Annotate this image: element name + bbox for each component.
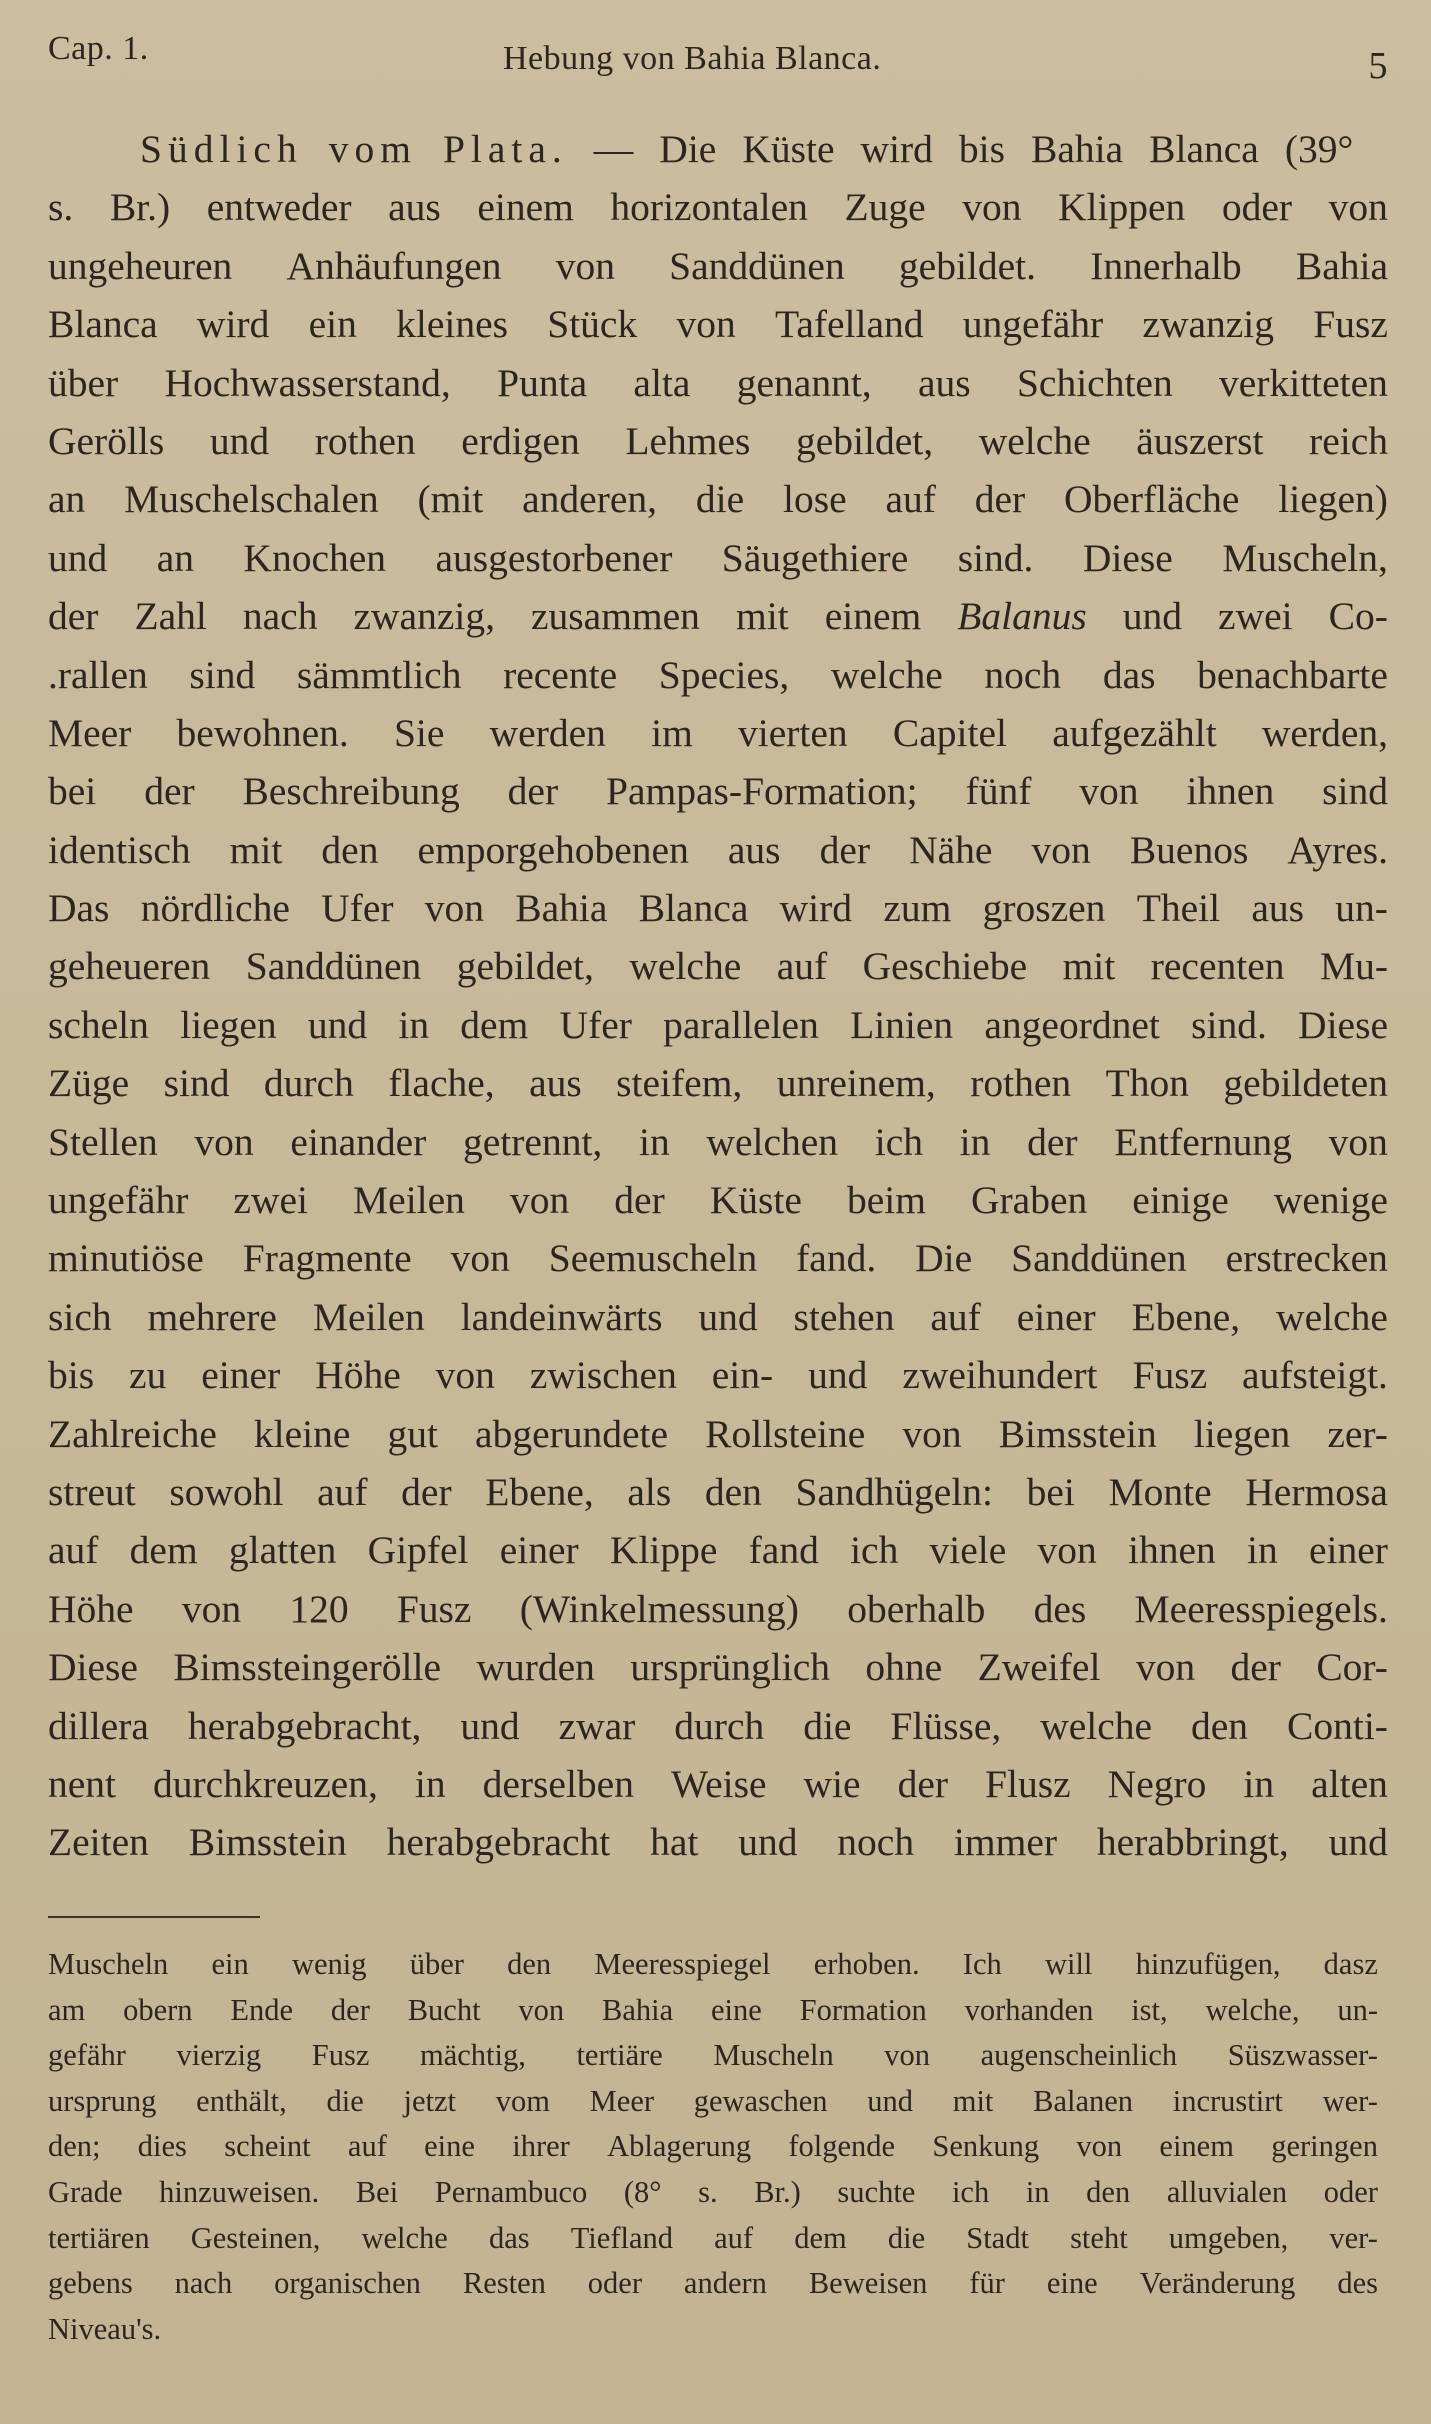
body-line: und an Knochen ausgestorbener Säugethiere sind. Diese Muscheln, <box>48 535 1388 580</box>
body-line: an Muschelschalen (mit anderen, die lose auf der Oberfläche liegen) <box>48 477 1388 522</box>
body-line: auf dem glatten Gipfel einer Klippe fand ich viele von ihnen in einer <box>48 1528 1388 1573</box>
body-line: Stellen von einander getrennt, in welchen ich in der Entfernung von <box>48 1119 1388 1164</box>
body-line: dillera herabgebracht, und zwar durch die Flüsse, welche den Conti- <box>48 1703 1388 1748</box>
footnote <box>48 1942 1378 2352</box>
body-line: Das nördliche Ufer von Bahia Blanca wird zum groszen Theil aus un- <box>48 886 1388 931</box>
footnote-line: ursprung enthält, die jetzt vom Meer gewaschen und mit Balanen incrustirt wer- <box>48 2083 1378 2118</box>
body-line: .rallen sind sämmtlich recente Species, welche noch das benachbarte <box>48 652 1388 697</box>
footnote-line: Muscheln ein wenig über den Meeresspiegel erhoben. Ich will hinzufügen, dasz <box>48 1947 1378 1981</box>
body-line: geheueren Sanddünen gebildet, welche auf Geschiebe mit recenten Mu- <box>48 944 1388 989</box>
body-line: Meer bewohnen. Sie werden im vierten Capitel aufgezählt werden, <box>48 710 1388 755</box>
footnote-line: den; dies scheint auf eine ihrer Ablagerung folgende Senkung von einem geringen <box>48 2129 1378 2164</box>
body-line: ungefähr zwei Meilen von der Küste beim Graben einige wenige <box>48 1178 1388 1223</box>
body-line: Zeiten Bimsstein herabgebracht hat und noch immer herabbringt, und <box>48 1820 1388 1865</box>
chapter-label: Cap. 1. <box>48 30 149 67</box>
main-text <box>48 120 1388 1872</box>
body-line: über Hochwasserstand, Punta alta genannt, aus Schichten verkitteten <box>48 360 1388 405</box>
body-line: identisch mit den emporgehobenen aus der Nähe von Buenos Ayres. <box>48 827 1388 872</box>
footnote-line: gefähr vierzig Fusz mächtig, tertiäre Muscheln von augenscheinlich Süszwasser- <box>48 2038 1378 2073</box>
body-line: s. Br.) entweder aus einem horizontalen Zuge von Klippen oder von <box>48 185 1388 230</box>
body-line: bei der Beschreibung der Pampas-Formation; fünf von ihnen sind <box>48 769 1388 814</box>
body-line: streut sowohl auf der Ebene, als den Sandhügeln: bei Monte Hermosa <box>48 1469 1388 1514</box>
footnote-line: tertiären Gesteinen, welche das Tiefland auf dem die Stadt steht umgeben, ver- <box>48 2220 1378 2255</box>
body-line: Züge sind durch flache, aus steifem, unreinem, rothen Thon gebildeten <box>48 1061 1388 1106</box>
body-line: Höhe von 120 Fusz (Winkelmessung) oberhalb des Meeresspiegels. <box>48 1586 1388 1631</box>
body-line: Blanca wird ein kleines Stück von Tafelland ungefähr zwanzig Fusz <box>48 302 1388 347</box>
body-line: Zahlreiche kleine gut abgerundete Rollsteine von Bimsstein liegen zer- <box>48 1411 1388 1456</box>
body-line: der Zahl nach zwanzig, zusammen mit einem Balanus und zwei Co- <box>48 594 1388 639</box>
page-number: 5 <box>1368 45 1388 87</box>
body-line: bis zu einer Höhe von zwischen ein- und zweihundert Fusz aufsteigt. <box>48 1353 1388 1398</box>
footnote-line: Niveau's. <box>48 2311 162 2346</box>
footnote-line: am obern Ende der Bucht von Bahia eine Formation vorhanden ist, welche, un- <box>48 1992 1378 2027</box>
body-line: ungeheuren Anhäufungen von Sanddünen gebildet. Innerhalb Bahia <box>48 243 1388 288</box>
body-line: nent durchkreuzen, in derselben Weise wie der Flusz Negro in alten <box>48 1761 1388 1806</box>
body-line: Südlich vom Plata. — Die Küste wird bis Bahia Blanca (39° <box>140 127 1354 171</box>
body-line: scheln liegen und in dem Ufer parallelen Linien angeordnet sind. Diese <box>48 1002 1388 1047</box>
footnote-divider <box>48 1916 260 1918</box>
body-line: sich mehrere Meilen landeinwärts und stehen auf einer Ebene, welche <box>48 1294 1388 1339</box>
body-line: minutiöse Fragmente von Seemuscheln fand. Die Sanddünen erstrecken <box>48 1236 1388 1281</box>
running-title: Hebung von Bahia Blanca. <box>503 40 882 77</box>
body-line: Gerölls und rothen erdigen Lehmes gebildet, welche äuszerst reich <box>48 418 1388 463</box>
running-header <box>48 30 1388 90</box>
footnote-line: gebens nach organischen Resten oder andern Beweisen für eine Veränderung des <box>48 2266 1378 2301</box>
footnote-line: Grade hinzuweisen. Bei Pernambuco (8° s. Br.) suchte ich in den alluvialen oder <box>48 2174 1378 2209</box>
body-line: Diese Bimssteingerölle wurden ursprünglich ohne Zweifel von der Cor- <box>48 1645 1388 1690</box>
